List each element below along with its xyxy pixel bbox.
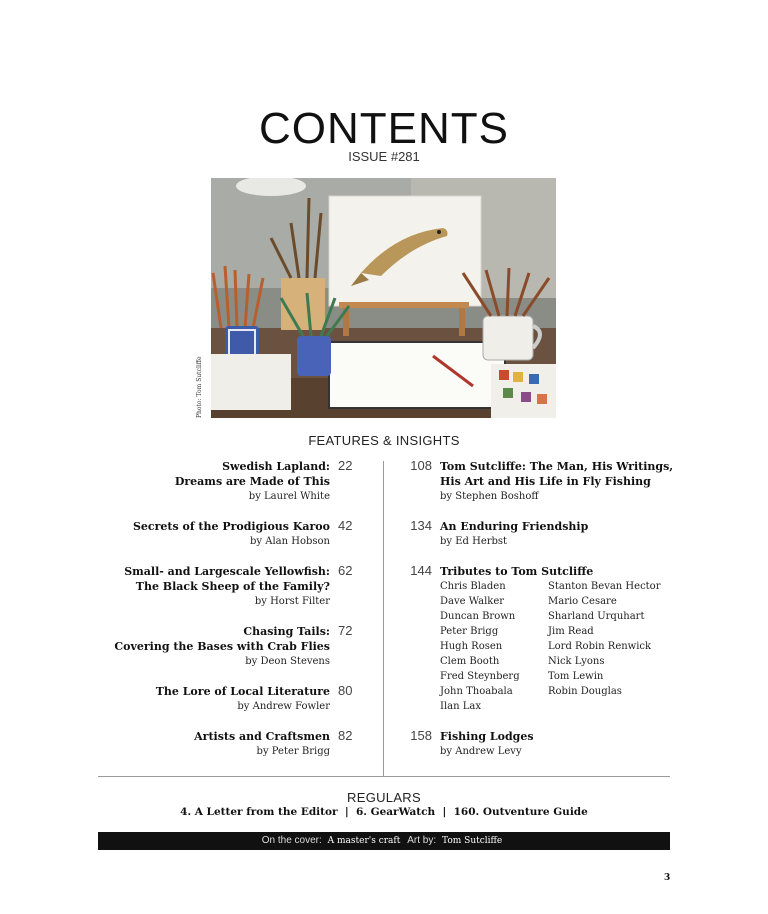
tribute-name: Stanton Bevan Hector	[548, 581, 661, 592]
feature-title: Chasing Tails: Covering the Bases with Crab Flies	[114, 625, 330, 653]
tribute-name: Robin Douglas	[548, 686, 622, 697]
feature-author: by Peter Brigg	[256, 746, 330, 757]
tribute-name: Sharland Urquhart	[548, 611, 645, 622]
feature-entry[interactable]	[100, 564, 330, 609]
tribute-name: Ilan Lax	[440, 701, 481, 712]
feature-title: Secrets of the Prodigious Karoo	[132, 520, 330, 533]
feature-author: by Laurel White	[248, 491, 330, 502]
tribute-name: Jim Read	[548, 626, 594, 637]
feature-page-number: 134	[410, 518, 432, 533]
feature-page-number: 22	[338, 458, 353, 473]
feature-author: by Horst Filter	[254, 596, 330, 607]
feature-page-number: 62	[338, 563, 353, 578]
feature-author: by Deon Stevens	[245, 656, 330, 667]
issue-number: ISSUE #281	[348, 149, 420, 164]
feature-page-number: 42	[338, 518, 353, 533]
feature-author: by Alan Hobson	[250, 536, 330, 547]
tribute-name: Duncan Brown	[440, 611, 516, 622]
feature-entry[interactable]	[100, 459, 330, 504]
cover-credit-bar	[98, 832, 670, 850]
tribute-name: Peter Brigg	[440, 626, 499, 637]
page-title: CONTENTS	[259, 104, 509, 153]
feature-page-number: 72	[338, 623, 353, 638]
feature-entry[interactable]	[100, 624, 330, 669]
feature-entry[interactable]	[440, 519, 680, 549]
feature-title: Swedish Lapland: Dreams are Made of This	[174, 460, 330, 488]
cover-photo	[211, 178, 556, 418]
page-number: 3	[664, 873, 671, 883]
photo-credit: Photo: Tom Sutcliffe	[196, 356, 203, 418]
tribute-name: Tom Lewin	[548, 671, 604, 682]
feature-entry[interactable]	[440, 729, 680, 759]
tribute-name: Fred Steynberg	[440, 671, 520, 682]
feature-title: The Lore of Local Literature	[155, 685, 330, 698]
tribute-name: Dave Walker	[440, 596, 505, 607]
tribute-name: Clem Booth	[440, 656, 500, 667]
feature-title: Tom Sutcliffe: The Man, His Writings, His Art and His Life in Fly Fishing	[440, 460, 674, 488]
tribute-name: John Thoabala	[440, 686, 513, 697]
art-by-label: Art by:	[407, 835, 437, 846]
feature-entry[interactable]	[100, 729, 330, 759]
tribute-name: Mario Cesare	[548, 596, 617, 607]
feature-entry[interactable]	[100, 519, 330, 549]
feature-author: by Andrew Levy	[440, 746, 522, 757]
feature-title: Tributes to Tom Sutcliffe	[440, 565, 594, 578]
feature-page-number: 144	[410, 563, 432, 578]
feature-author: by Ed Herbst	[440, 536, 508, 547]
features-heading: FEATURES & INSIGHTS	[308, 433, 460, 448]
feature-title: Artists and Craftsmen	[194, 730, 330, 743]
feature-entry[interactable]	[440, 564, 680, 579]
feature-title: Fishing Lodges	[440, 730, 534, 743]
feature-author: by Andrew Fowler	[237, 701, 330, 712]
tribute-name: Nick Lyons	[548, 656, 605, 667]
feature-page-number: 80	[338, 683, 353, 698]
tributes-names-col1	[440, 579, 520, 714]
feature-entry[interactable]	[100, 684, 330, 714]
feature-entry[interactable]	[440, 459, 680, 504]
tributes-names-col2	[548, 579, 661, 699]
cover-label: On the cover:	[261, 835, 322, 846]
regulars-heading: REGULARS	[347, 790, 421, 805]
regulars-list: 4. A Letter from the Editor | 6. GearWatch | 160. Outventure Guide	[180, 806, 588, 818]
tribute-name: Hugh Rosen	[440, 641, 503, 652]
feature-title: Small- and Largescale Yellowfish: The Black Sheep of the Family?	[124, 565, 330, 593]
tribute-name: Lord Robin Renwick	[548, 641, 652, 652]
column-divider	[383, 461, 384, 776]
feature-page-number: 158	[410, 728, 432, 743]
art-by-value: Tom Sutcliffe	[442, 836, 503, 846]
feature-title: An Enduring Friendship	[440, 520, 589, 533]
section-divider	[98, 776, 670, 777]
tribute-name: Chris Bladen	[440, 581, 506, 592]
cover-value: A master's craft	[327, 836, 401, 846]
feature-author: by Stephen Boshoff	[440, 491, 539, 502]
feature-page-number: 82	[338, 728, 353, 743]
feature-page-number: 108	[410, 458, 432, 473]
